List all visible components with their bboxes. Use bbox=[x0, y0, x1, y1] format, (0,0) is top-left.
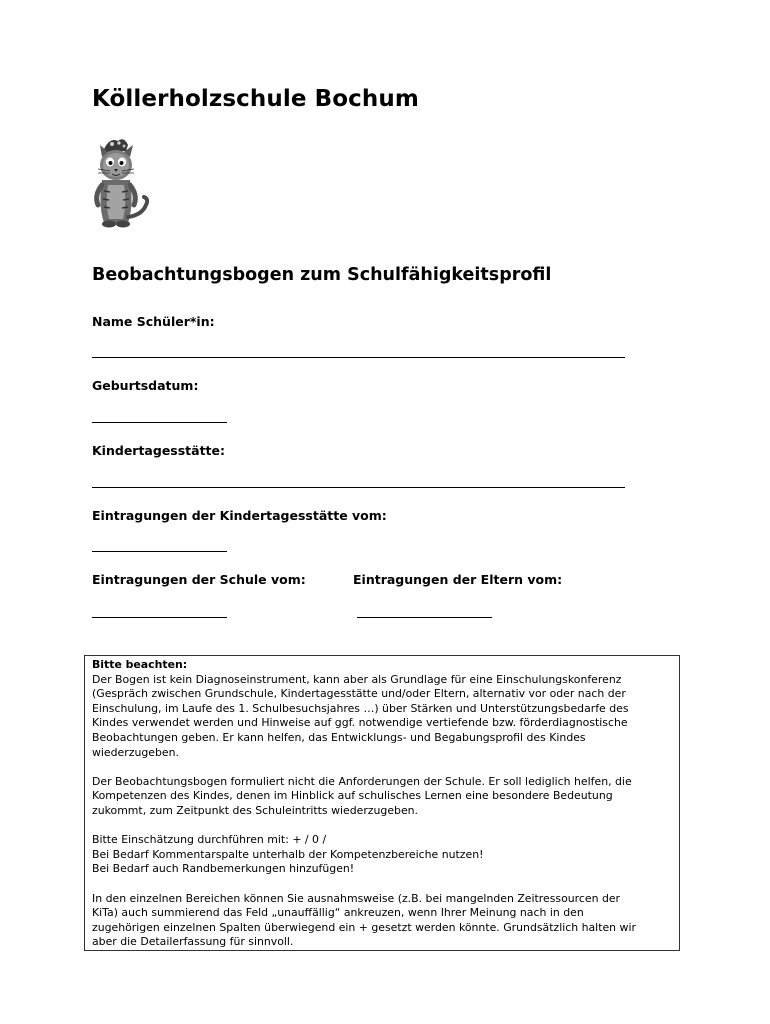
notice-text-line: wiederzugeben. bbox=[92, 745, 179, 759]
notice-text-line: Kindes verwendet werden und Hinweise auf ggf. notwendige vertiefende bzw. förderdiagnostische bbox=[92, 716, 628, 730]
notice-text-line: Der Beobachtungsbogen formuliert nicht die Anforderungen der Schule. Er soll lediglich helfen, die bbox=[92, 774, 632, 788]
school-name: Köllerholzschule Bochum bbox=[92, 86, 419, 112]
notice-paragraph-3 bbox=[92, 833, 672, 877]
school-entries-label: Eintragungen der Schule vom: bbox=[92, 572, 306, 587]
notice-paragraph-1 bbox=[92, 673, 672, 761]
notice-text-line: zukommt, zum Zeitpunkt des Schuleintritts wiederzugeben. bbox=[92, 803, 419, 817]
parents-entries-date-line[interactable] bbox=[357, 617, 492, 618]
school-entries-date-line[interactable] bbox=[92, 617, 227, 618]
cat-mascot-image bbox=[88, 135, 152, 230]
notice-text-line: Einschulung, im Laufe des 1. Schulbesuchsjahres …) über Stärken und Unterstützungsbedarfe des bbox=[92, 701, 629, 715]
student-name-label: Name Schüler*in: bbox=[92, 314, 215, 329]
notice-heading: Bitte beachten: bbox=[92, 658, 188, 671]
notice-text-line: In den einzelnen Bereichen können Sie ausnahmsweise (z.B. bei mangelnden Zeitressourcen der bbox=[92, 891, 621, 905]
birthdate-label: Geburtsdatum: bbox=[92, 378, 199, 393]
notice-box bbox=[84, 655, 680, 951]
notice-text-line: Bitte Einschätzung durchführen mit: + / 0 / bbox=[92, 833, 327, 847]
notice-paragraph-2 bbox=[92, 775, 672, 819]
notice-text-line: KiTa) auch summierend das Feld „unauffällig“ ankreuzen, wenn Ihrer Meinung nach in den bbox=[92, 906, 584, 920]
notice-paragraph-4 bbox=[92, 892, 672, 950]
notice-text-line: Der Bogen ist kein Diagnoseinstrument, kann aber als Grundlage für eine Einschulungskonferenz bbox=[92, 672, 622, 686]
notice-text-line: aber die Detailerfassung für sinnvoll. bbox=[92, 935, 294, 949]
notice-text-line: zugehörigen einzelnen Spalten überwiegend ein + gesetzt werden könnte. Grundsätzlich halten wir bbox=[92, 920, 636, 934]
kita-entries-date-line[interactable] bbox=[92, 551, 227, 552]
student-name-line[interactable] bbox=[92, 357, 625, 358]
parents-entries-label: Eintragungen der Eltern vom: bbox=[353, 572, 563, 587]
notice-text-line: (Gespräch zwischen Grundschule, Kindertagesstätte und/oder Eltern, alternativ vor oder nach der bbox=[92, 687, 626, 701]
notice-text-line: Kompetenzen des Kindes, denen im Hinblick auf schulisches Lernen eine besondere Bedeutung bbox=[92, 789, 613, 803]
notice-text-line: Bei Bedarf Kommentarspalte unterhalb der Kompetenzbereiche nutzen! bbox=[92, 847, 484, 861]
birthdate-line[interactable] bbox=[92, 422, 227, 423]
form-title: Beobachtungsbogen zum Schulfähigkeitsprofil bbox=[92, 265, 552, 285]
kita-label: Kindertagesstätte: bbox=[92, 443, 226, 458]
notice-text-line: Beobachtungen geben. Er kann helfen, das Entwicklungs- und Begabungsprofil des Kindes bbox=[92, 730, 586, 744]
kita-entries-label: Eintragungen der Kindertagesstätte vom: bbox=[92, 508, 387, 523]
kita-line[interactable] bbox=[92, 487, 625, 488]
notice-text-line: Bei Bedarf auch Randbemerkungen hinzufügen! bbox=[92, 862, 355, 876]
